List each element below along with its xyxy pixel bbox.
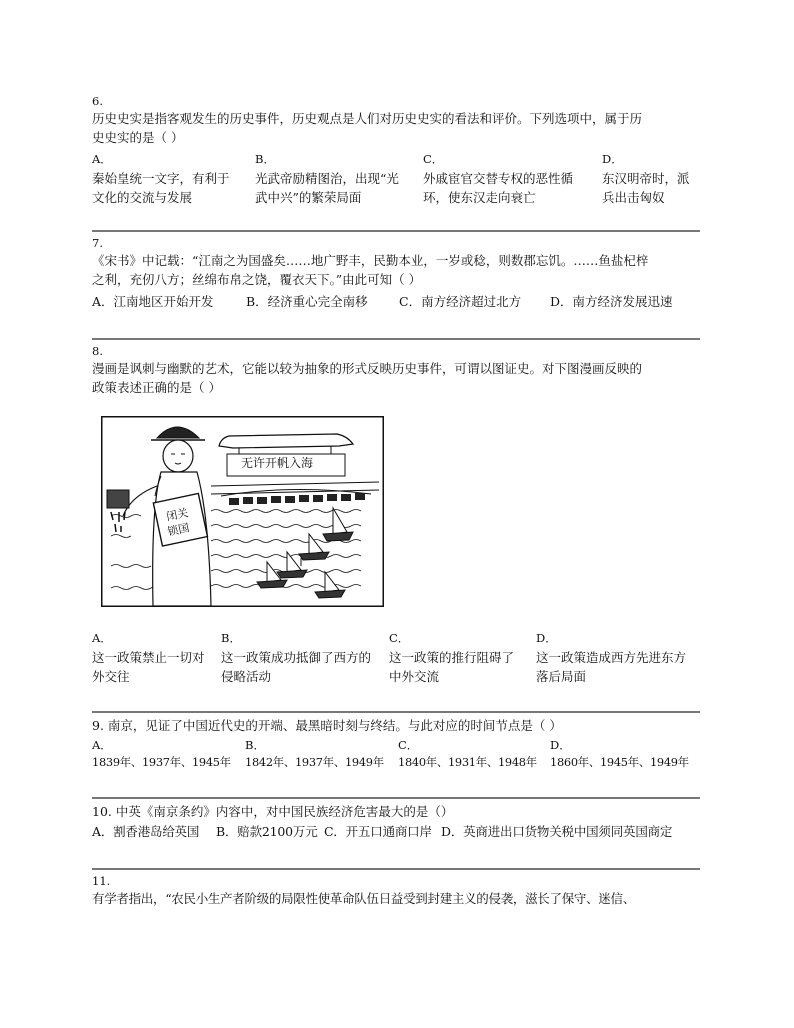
- option-text: 东汉明帝时，派: [602, 171, 690, 186]
- option-a[interactable]: A．江南地区开始开发: [92, 294, 214, 309]
- option-a[interactable]: 1839年、1937年、1945年: [92, 755, 231, 769]
- option-letter: B．: [221, 631, 241, 645]
- option-text: 兵出击匈奴: [602, 190, 665, 205]
- question-number: 8.: [92, 344, 103, 358]
- option-c[interactable]: [389, 629, 534, 686]
- question-10: [92, 802, 700, 821]
- option-b[interactable]: [221, 629, 386, 686]
- question-divider: [92, 868, 700, 870]
- option-text: 这一政策的推行阻碍了: [389, 650, 515, 665]
- question-number: 7.: [92, 236, 103, 250]
- question-stem-line: 之利，充仞八方；丝绵布帛之饶，覆衣天下。”由此可知（ ）: [92, 272, 422, 287]
- question-11: [92, 874, 700, 908]
- option-letter: D．: [536, 631, 557, 645]
- option-text: 落后局面: [536, 669, 587, 684]
- option-d[interactable]: [602, 150, 702, 207]
- question-number: 11.: [92, 874, 111, 888]
- option-b[interactable]: B．经济重心完全南移: [246, 294, 368, 309]
- question-divider: [92, 338, 700, 340]
- option-text: 这一政策禁止一切对: [92, 650, 205, 665]
- question-stem-line: 历史史实是指客观发生的历史事件，历史观点是人们对历史史实的看法和评价。下列选项中，属于历: [92, 111, 643, 126]
- cartoon-illustration: [101, 416, 384, 607]
- option-text: 外戚宦官交替专权的恶性循: [423, 171, 574, 186]
- option-c[interactable]: 1840年、1931年、1948年: [398, 755, 537, 769]
- option-text: 秦始皇统一文字，有利于: [92, 171, 230, 186]
- option-b[interactable]: 1842年、1937年、1949年: [245, 755, 384, 769]
- question-number: 6.: [92, 94, 103, 108]
- question-divider: [92, 797, 700, 799]
- option-a[interactable]: A．割香港岛给英国: [92, 824, 200, 839]
- option-letter: D．: [602, 152, 623, 166]
- option-text: 外交往: [92, 669, 130, 684]
- option-a[interactable]: [92, 629, 220, 686]
- question-6: [92, 94, 700, 147]
- question-stem-line: 10. 中英《南京条约》内容中，对中国民族经济危害最大的是（）: [92, 804, 454, 819]
- question-stem-line: 史史实的是（ ）: [92, 130, 184, 145]
- option-text: 这一政策造成西方先进东方: [536, 650, 687, 665]
- question-stem-line: 《宋书》中记载：“江南之为国盛矣……地广野丰，民勤本业，一岁或稔，则数郡忘饥。……鱼盐杞梓: [92, 253, 649, 268]
- option-text: 环，使东汉走向衰亡: [423, 190, 536, 205]
- option-c[interactable]: C．开五口通商口岸: [324, 824, 432, 839]
- option-letter: B．: [255, 152, 275, 166]
- wall-text: 无许开帆入海: [241, 456, 314, 470]
- question-divider: [92, 230, 700, 232]
- question-divider: [92, 711, 700, 713]
- sign-text: 闭关锁国: [165, 506, 191, 539]
- option-d[interactable]: D．南方经济发展迅速: [550, 294, 673, 309]
- option-b[interactable]: [255, 150, 420, 207]
- option-d[interactable]: [536, 629, 701, 686]
- option-letter: A．: [92, 738, 112, 752]
- option-d[interactable]: D．英商进出口货物关税中国须同英国商定: [441, 824, 673, 839]
- option-letter: C．: [389, 631, 410, 645]
- option-d[interactable]: 1860年、1945年、1949年: [550, 755, 689, 769]
- option-text: 侵略活动: [221, 669, 272, 684]
- question-7: [92, 236, 700, 289]
- option-text: 光武帝励精图治，出现“光: [255, 171, 399, 186]
- question-stem-line: 漫画是讽刺与幽默的艺术，它能以较为抽象的形式反映历史事件，可谓以图证史。对下图漫画反映的: [92, 361, 643, 376]
- option-letter: A．: [92, 152, 112, 166]
- option-b[interactable]: B．赔款2100万元: [216, 824, 318, 839]
- option-c[interactable]: [423, 150, 598, 207]
- option-letter: C．: [423, 152, 444, 166]
- option-letter: C．: [398, 738, 419, 752]
- option-text: 中外交流: [389, 669, 440, 684]
- option-c[interactable]: C．南方经济超过北方: [399, 294, 522, 309]
- option-text: 武中兴”的繁荣局面: [255, 190, 362, 205]
- option-letter: D．: [550, 738, 571, 752]
- option-text: 这一政策成功抵御了西方的: [221, 650, 372, 665]
- option-letter: A．: [92, 631, 112, 645]
- option-text: 文化的交流与发展: [92, 190, 193, 205]
- question-stem-line: 9. 南京，见证了中国近代史的开端、最黑暗时刻与终结。与此对应的时间节点是（ ）: [92, 718, 562, 733]
- option-a[interactable]: [92, 150, 252, 207]
- question-stem-line: 政策表述正确的是（ ）: [92, 380, 221, 395]
- question-8: [92, 344, 700, 397]
- question-9: [92, 716, 700, 735]
- option-letter: B．: [245, 738, 265, 752]
- question-stem-line: 有学者指出，“农民小生产者阶级的局限性使革命队伍日益受到封建主义的侵袭，滋长了保守、迷信、: [92, 891, 635, 906]
